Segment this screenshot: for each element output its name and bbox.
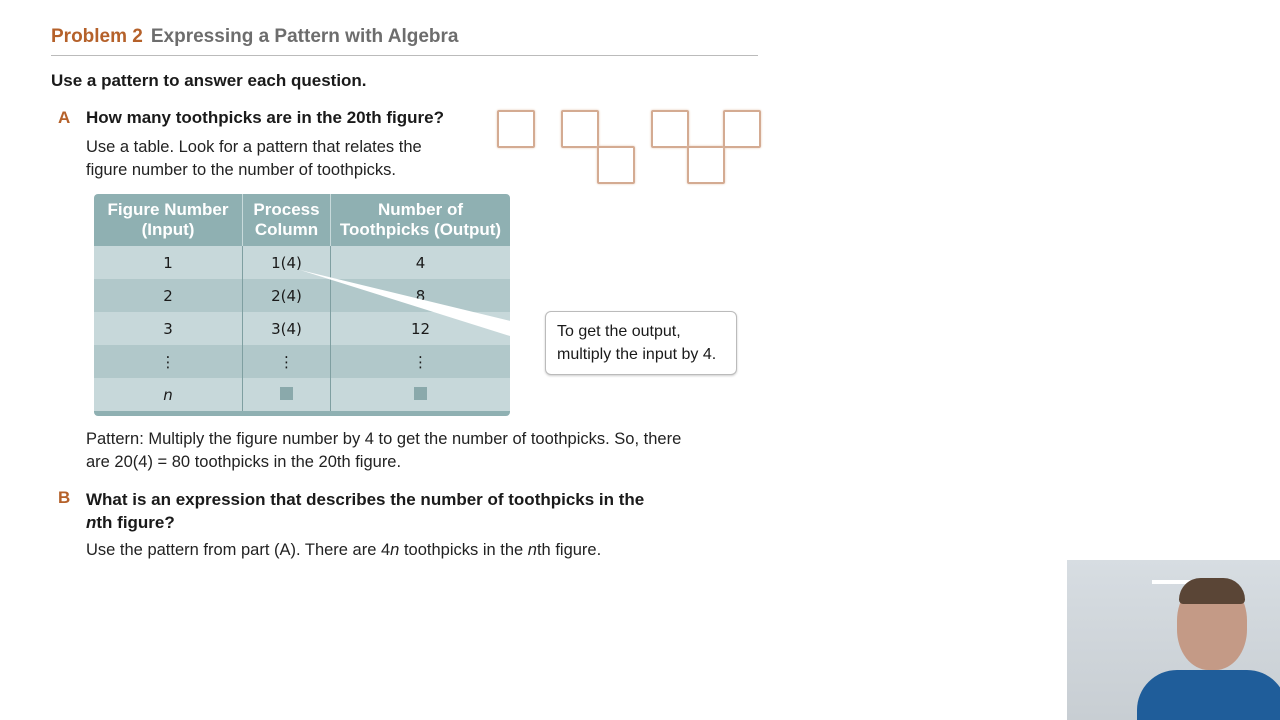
- problem-heading: Expressing a Pattern with Algebra: [150, 26, 459, 47]
- header-figure-number: Figure Number (Input): [94, 194, 243, 246]
- callout-box: [545, 311, 737, 375]
- part-a-question: How many toothpicks are in the 20th figure?: [86, 108, 444, 127]
- table-row: ⋮ ⋮ ⋮: [94, 345, 510, 378]
- part-b-letter: B: [58, 488, 71, 507]
- table-row: 1 1(4) 4: [94, 246, 510, 279]
- pattern-line: Pattern: Multiply the figure number by 4 to get the number of toothpicks. So, there: [86, 430, 682, 448]
- part-a-letter: A: [58, 108, 71, 127]
- header-toothpicks: Number of Toothpicks (Output): [339, 200, 502, 239]
- part-b-answer: Use the pattern from part (A). There are 4n toothpicks in the nth figure.: [86, 541, 602, 559]
- pattern-text: [86, 428, 681, 474]
- problem-number: Problem 2: [51, 26, 143, 47]
- instruction-line: figure number to the number of toothpicks.: [86, 161, 397, 179]
- webcam-video: [1067, 560, 1280, 720]
- table-row: 3 3(4) 12: [94, 312, 510, 345]
- person-hair: [1179, 578, 1245, 604]
- callout-line: To get the output,: [557, 323, 681, 340]
- question-line: What is an expression that describes the number of toothpicks in the: [86, 490, 645, 509]
- variable-n: n: [86, 513, 97, 532]
- header-process: Process Column: [243, 194, 331, 246]
- person-shirt: [1137, 670, 1280, 720]
- pattern-line: are 20(4) = 80 toothpicks in the 20th figure.: [86, 453, 402, 471]
- table-row: 2 2(4) 8: [94, 279, 510, 312]
- question-line: th figure?: [96, 513, 175, 532]
- table-row: n: [94, 378, 510, 411]
- instruction-line: Use a table. Look for a pattern that relates the: [86, 138, 422, 156]
- callout-line: multiply the input by 4.: [557, 346, 717, 363]
- part-b-question: [86, 488, 644, 534]
- intro-text: Use a pattern to answer each question.: [51, 71, 367, 90]
